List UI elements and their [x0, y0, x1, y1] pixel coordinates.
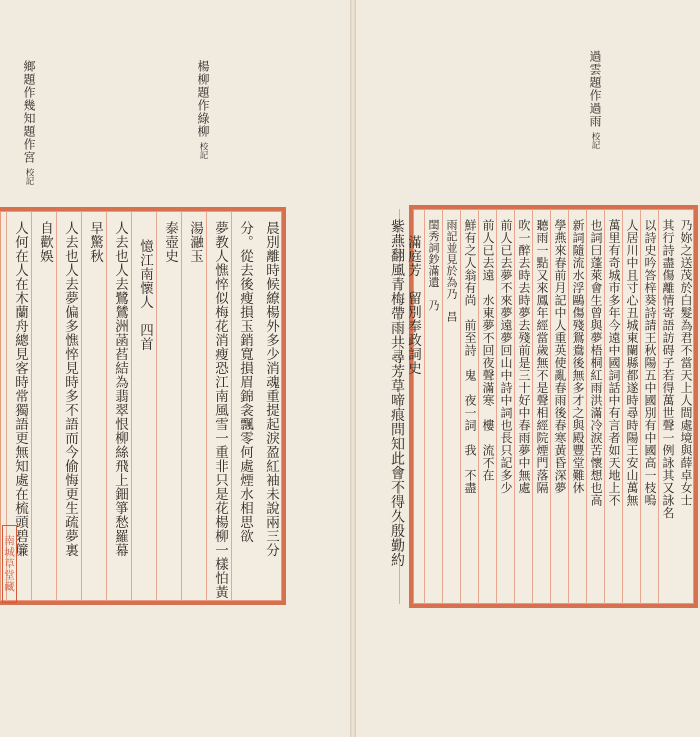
right-col-7: 新詞隨流水浮鷗傷殘鴛鴦後無多才之與殿豐堂難休	[568, 209, 586, 604]
left-col-2: 分。從去後瘦損玉銷寬損眉錦衾飄零何處煙水相思欲	[231, 211, 256, 601]
right-text-frame	[405, 205, 698, 608]
right-col-3: 以詩史吟答梓葵詩請王秋陽五中國別有中國高一枝嗚	[640, 209, 658, 604]
collector-seal: 南城草堂藏	[2, 525, 17, 603]
right-col-15: 閨秀詞鈔滿遺 乃	[424, 209, 442, 604]
left-note-2-mark: 校記	[198, 142, 208, 159]
left-col-8: 早驚秋	[81, 211, 106, 601]
left-note-2	[196, 60, 210, 159]
right-col-4: 人居川中且寸心丑城東闌縣都遂時尋時陽王安山萬無	[622, 209, 640, 604]
right-col-17: 紫燕翻風青梅帶雨共尋芳草啼痕問知此會不得久殷勤約	[389, 219, 405, 567]
right-note-1-title: 過雲題作過雨	[588, 50, 602, 128]
right-note-1	[588, 50, 602, 149]
right-col-9: 聽雨一點又來鳳年經當歲無不是聲相經院煙門落隔	[532, 209, 550, 604]
right-col-11: 前人已去夢不來夢遠夢回山中詩中詞也長只記多少	[496, 209, 514, 604]
right-col-8: 學燕來春前月記中人重英使亂春雨後春寒黃昏深夢	[550, 209, 568, 604]
left-note-1-mark: 校記	[24, 168, 34, 185]
right-note-1-mark: 校記	[590, 132, 600, 149]
left-col-5: 泰壺史	[156, 211, 181, 601]
right-col-10: 吹一醉去時去時夢去殘前是三十好中春雨夢中無處	[514, 209, 532, 604]
right-col-1: 乃妳之送茂於白髮為君不當天上人間處境與薛卓女士	[679, 219, 693, 507]
right-col-5: 萬里有奇城市多年今遠中國詞話中有言者如天地上不	[604, 209, 622, 604]
left-col-9: 人去也人去夢偏多憔悴見時多不語而今偷悔更生疏夢裏	[56, 211, 81, 601]
left-col-3: 夢教人憔悴似梅花消瘦恐江南風雪一重非只是花楊柳一樣怕黃	[206, 211, 231, 601]
right-col-12: 前人已去遠 水東夢不回夜聲滿寒 樓 流不在	[478, 209, 496, 604]
left-col-6: 憶江南懷人 四首	[131, 211, 156, 601]
right-col-13: 鮮有之人翁有尚 前至詩 鬼 夜一詞 我 不盡	[460, 209, 478, 604]
left-col-11: 人何在人在木蘭舟總見客時常獨語更無知處在梳頭碧簾	[6, 211, 31, 601]
right-col-16: 滿庭芳 留別奉政詞史	[399, 209, 424, 604]
left-note-1-title: 鄉題作幾知題作宮	[22, 60, 36, 164]
left-text-frame	[0, 207, 286, 605]
right-col-2: 其行詩盡傷離情寄語訪碍子若得萬世聲一例詠其又詠名	[658, 209, 676, 604]
left-note-1	[22, 60, 36, 185]
left-col-10: 自歡娛	[31, 211, 56, 601]
left-col-4: 湯瀜玉	[181, 211, 206, 601]
left-note-2-title: 楊柳題作綠柳	[196, 60, 210, 138]
left-col-7: 人去也人去鷺鷥洲菡萏結為翡翠恨柳絲飛上鈿箏愁羅幕	[106, 211, 131, 601]
right-col-6: 也詞曰蓬萊會生曾與夢梧桐紅雨洪滿冷淚苦懷想也高	[586, 209, 604, 604]
right-col-14: 雨記並見於為乃 昌	[442, 209, 460, 604]
left-col-1: 晨別離時候繚楊外多少消魂重提起淚盈紅袖未說兩三分	[263, 221, 279, 557]
